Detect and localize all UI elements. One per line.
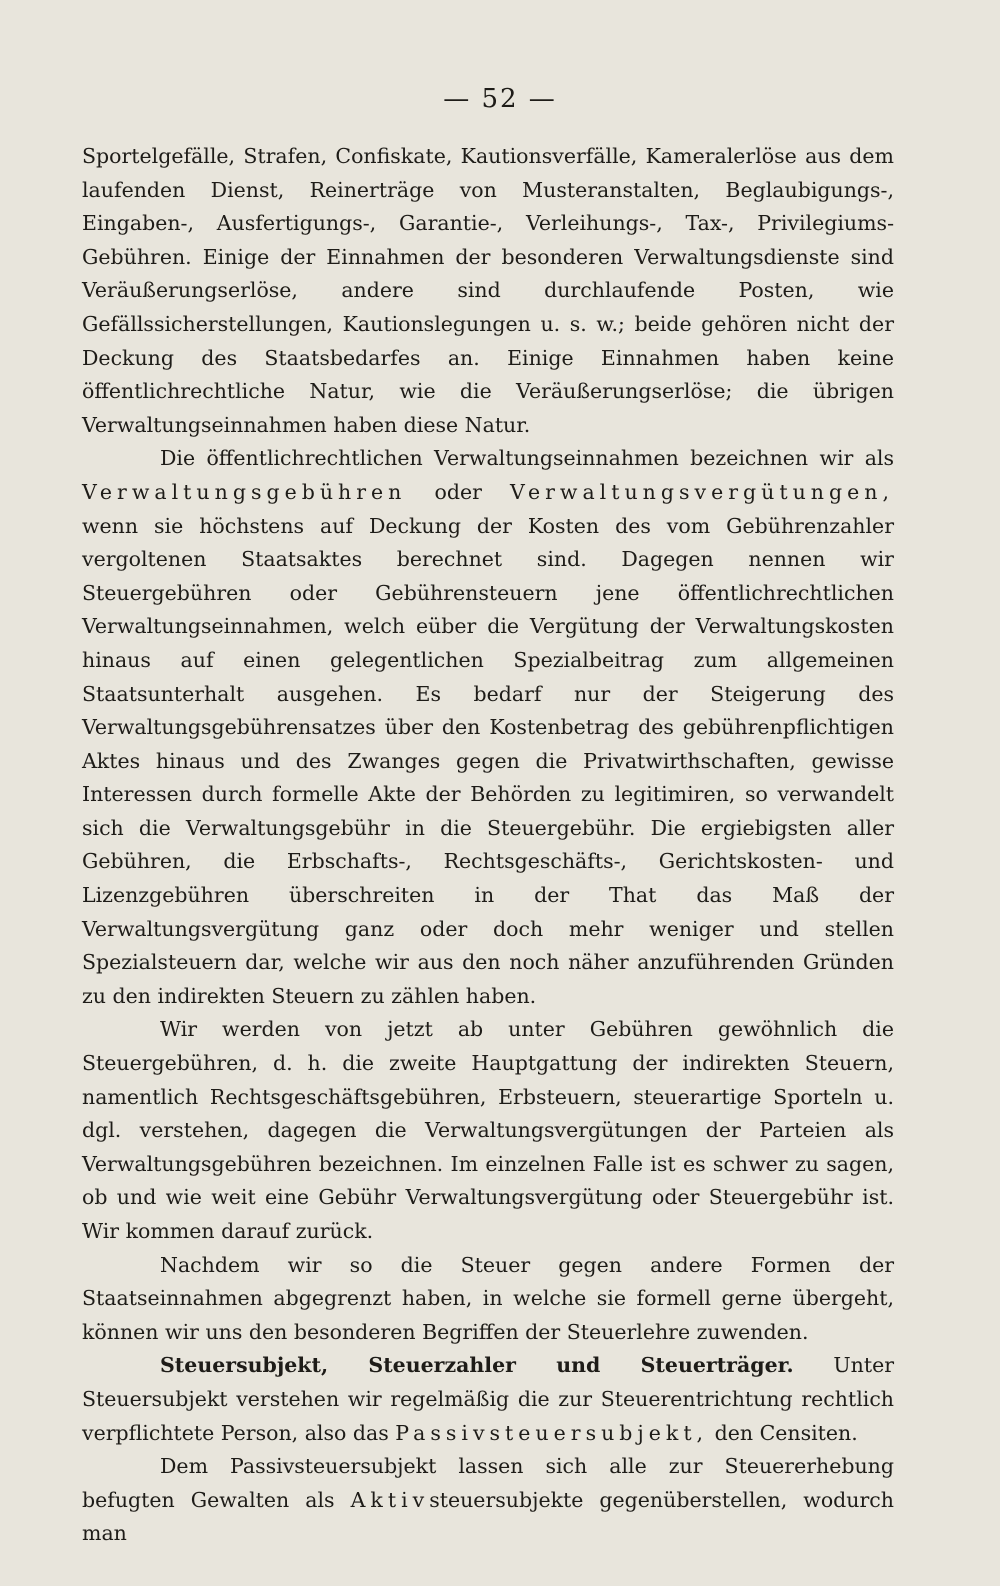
paragraph-2-text-after: wenn sie höchstens auf Deckung der Kosten des vom Gebührenzahler vergoltenen Staatsaktes berechnet sind. Dagegen nennen wir Steuergebühren oder Gebührensteuern jene öffentlichrechtlichen Verwaltungseinnahmen, welch eüber die Vergütung der Verwaltungskosten hinaus auf einen gelegentlichen Spezialbeitrag zum allgemeinen Staatsunterhalt ausgehen. Es bedarf nur der Steigerung des Verwaltungsgebührensatzes über den Kostenbetrag des gebührenpflichtigen Aktes hinaus und des Zwanges gegen die Privatwirthschaften, gewisse Interessen durch formelle Akte der Behörden zu legitimiren, so verwandelt sich die Verwaltungsgebühr in die Steuergebühr. Die ergiebigsten aller Gebühren, die Erbschafts-, Rechtsgeschäfts-, Gerichtskosten- und Lizenzgebühren überschreiten in der That das Maß der Verwaltungsvergütung ganz oder doch mehr weniger und stellen Spezialsteuern dar, welche wir aus den noch näher anzuführenden Gründen zu den indirekten Steuern zu zählen haben.: [82, 513, 894, 1008]
emphasized-term-verwaltungsgebuehren: Verwaltungsgebühren: [82, 479, 407, 504]
emphasized-term-verwaltungsverguetungen: Verwaltungsvergütungen,: [510, 479, 894, 504]
emphasized-term-aktiv: Aktiv: [350, 1487, 430, 1512]
paragraph-3: Wir werden von jetzt ab unter Gebühren gewöhnlich die Steuergebühren, d. h. die zweite Hauptgattung der indirekten Steuern, namentlich Rechtsgeschäftsgebühren, Erbsteuern, steuerartige Sporteln u. dgl. verstehen, dagegen die Verwaltungsvergütungen der Parteien als Verwaltungsgebühren bezeichnen. Im einzelnen Falle ist es schwer zu sagen, ob und wie weit eine Gebühr Verwaltungsvergütung oder Steuergebühr ist. Wir kommen darauf zurück.: [82, 1017, 894, 1243]
paragraph-2-text-before: Die öffentlichrechtlichen Verwaltungseinnahmen bezeichnen wir als: [160, 446, 894, 471]
paragraph-5-text-before: Unter Steuersubjekt verstehen wir regelmäßig die zur Steuerentrichtung rechtlich verpflichtete Person, also das: [82, 1353, 894, 1445]
paragraph-5-text-after: den Censiten.: [708, 1420, 858, 1445]
page-number: — 52 —: [443, 84, 557, 114]
paragraph-1: Sportelgefälle, Strafen, Confiskate, Kautionsverfälle, Kameralerlöse aus dem laufenden Dienst, Reinerträge von Musteranstalten, Beglaubigungs-, Eingaben-, Ausfertigungs-, Garantie-, Verleihungs-, Tax-, Privilegiums-Gebühren. Einige der Einnahmen der besonderen Verwaltungsdienste sind Veräußerungserlöse, andere sind durchlaufende Posten, wie Gefällssicherstellungen, Kautionslegungen u. s. w.; beide gehören nicht der Deckung des Staatsbedarfes an. Einige Einnahmen haben keine öffentlichrechtliche Natur, wie die Veräußerungserlöse; die übrigen Verwaltungseinnahmen haben diese Natur.: [82, 144, 894, 437]
paragraph-2: [82, 442, 894, 1013]
paragraph-2-text-middle: oder: [434, 479, 482, 504]
paragraph-4: Nachdem wir so die Steuer gegen andere Formen der Staatseinnahmen abgegrenzt haben, in welche sie formell gerne übergeht, können wir uns den besonderen Begriffen der Steuerlehre zuwenden.: [82, 1252, 894, 1344]
body-text: [82, 140, 894, 1551]
paragraph-5: [82, 1349, 894, 1450]
paragraph-6: [82, 1450, 894, 1551]
paragraph-6-text-before: Dem Passivsteuersubjekt lassen sich alle zur Steuererhebung befugten Gewalten als: [82, 1454, 894, 1512]
paragraph-6-text-after: steuersubjekte gegenüberstellen, wodurch man: [82, 1487, 894, 1546]
emphasized-term-passivsteuersubjekt: Passivsteuersubjekt,: [395, 1420, 709, 1445]
section-heading: Steuersubjekt, Steuerzahler und Steuerträger.: [160, 1353, 794, 1378]
